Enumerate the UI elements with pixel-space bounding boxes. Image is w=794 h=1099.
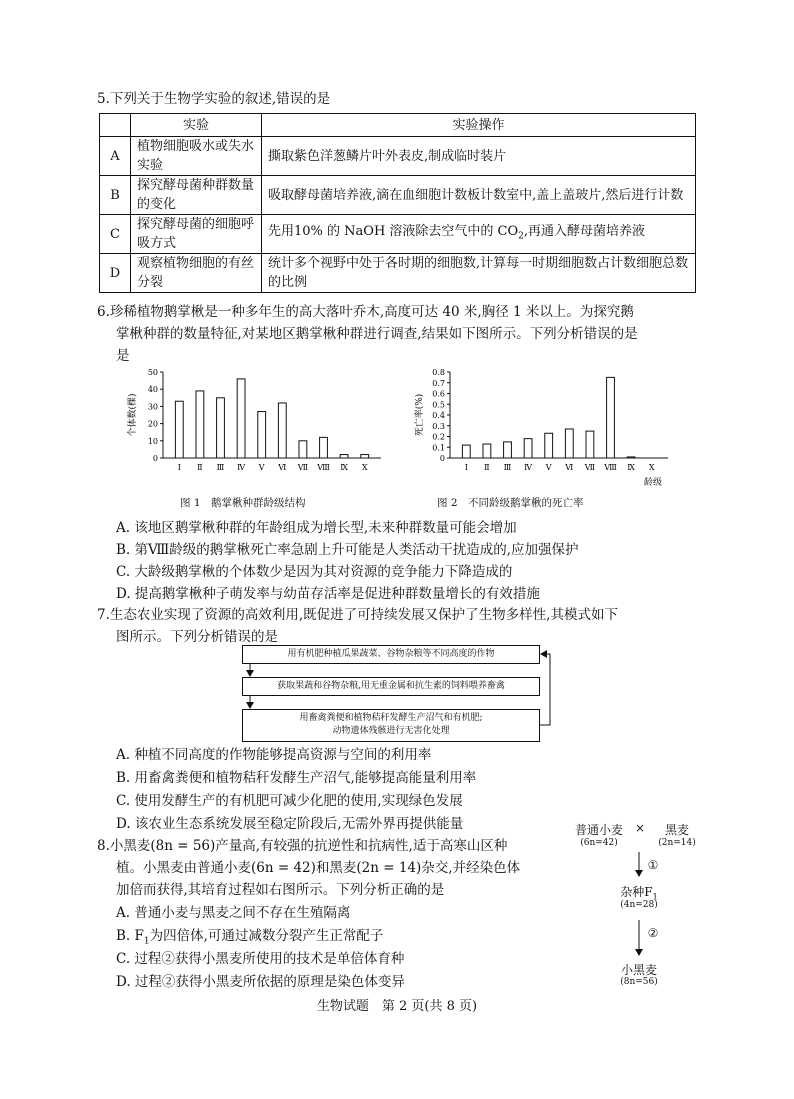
diagram-hybrid xyxy=(609,883,669,901)
table-row xyxy=(100,137,696,176)
q6-stem-line3: 是 xyxy=(116,348,130,364)
q7-stem-line1: 7.生态农业实现了资源的高效利用,既促进了可持续发展又保护了生物多样性,其模式如下 xyxy=(97,607,618,623)
flow-box-planting: 用有机肥种植瓜果蔬菜、谷物杂粮等不同高度的作物 xyxy=(242,645,540,664)
q7-option-d: D. 该农业生态系统发展至稳定阶段后,无需外界再提供能量 xyxy=(116,816,464,832)
flow-box3-line1: 用畜禽粪便和植物秸秆发酵生产沼气和有机肥; xyxy=(299,713,483,723)
row-experiment: 探究酵母菌的细胞呼吸方式 xyxy=(131,215,262,254)
q8-option-c: C. 过程②获得小黑麦所使用的技术是单倍体育种 xyxy=(116,951,405,967)
chart2-x-tick-label: Ⅷ xyxy=(604,463,617,472)
chart1-x-tick-label: Ⅱ xyxy=(197,463,203,472)
op-text-post: ,再通入酵母菌培养液 xyxy=(523,223,646,239)
diagram-wheat-n: (6n=42) xyxy=(580,838,618,848)
table-header-letter xyxy=(100,114,131,137)
chart2-y-tick-label: 0.3 xyxy=(432,421,445,431)
diagram-rye: 黑麦 xyxy=(664,823,689,837)
q8-option-b-post: 为四倍体,可通过减数分裂产生正常配子 xyxy=(149,928,384,944)
row-operation: 撕取紫色洋葱鳞片叶外表皮,制成临时装片 xyxy=(262,137,696,176)
q7-option-b: B. 用畜禽粪便和植物秸秆发酵生产沼气,能够提高能量利用率 xyxy=(116,770,477,786)
q6-stem-line2: 掌楸种群的数量特征,对某地区鹅掌楸种群进行调查,结果如下图所示。下列分析错误的是 xyxy=(116,326,638,342)
flow-box-feeding: 获取果蔬和谷物杂粮,用无重金属和抗生素的饲料喂养畜禽 xyxy=(242,677,540,696)
diagram-step-2: ② xyxy=(647,926,659,940)
q6-option-a: A. 该地区鹅掌楸种群的年龄组成为增长型,未来种群数量可能会增加 xyxy=(116,520,517,536)
chart1-bar xyxy=(217,398,225,458)
chart1-bar xyxy=(361,455,369,458)
diagram-wheat: 普通小麦 xyxy=(574,823,623,837)
chart1-x-tick-label: Ⅴ xyxy=(258,463,265,472)
chart2-bar xyxy=(586,431,594,458)
chart2-x-label: 龄级 xyxy=(643,478,662,488)
chart1-plot xyxy=(126,368,381,472)
chart1-x-tick-label: Ⅳ xyxy=(237,463,246,472)
flow-arrows xyxy=(230,640,560,750)
diagram-step-1: ① xyxy=(647,858,659,872)
chart1-x-tick-label: Ⅹ xyxy=(361,463,368,472)
diagram-triticale: 小黑麦 xyxy=(620,963,657,977)
diagram-cross-sign: × xyxy=(634,821,646,835)
q5-stem: 5.下列关于生物学实验的叙述,错误的是 xyxy=(97,91,331,107)
q7-option-c: C. 使用发酵生产的有机肥可减少化肥的使用,实现绿色发展 xyxy=(116,793,463,809)
chart1-x-tick-label: Ⅷ xyxy=(317,463,330,472)
q6-option-c: C. 大龄级鹅掌楸的个体数少是因为其对资源的竞争能力下降造成的 xyxy=(116,564,513,580)
chart1-caption: 图 1 鹅掌楸种群龄级结构 xyxy=(180,497,306,509)
diagram-hybrid-n: (4n=28) xyxy=(620,900,658,910)
q6-option-b: B. 第Ⅷ龄级的鹅掌楸死亡率急剧上升可能是人类活动干扰造成的,应加强保护 xyxy=(116,542,579,558)
chart2-x-tick-label: Ⅹ xyxy=(648,463,655,472)
chart1-y-tick-label: 0 xyxy=(152,454,158,463)
chart2-y-tick-label: 0.2 xyxy=(432,432,445,442)
chart2-x-tick-label: Ⅱ xyxy=(484,463,490,472)
table-row xyxy=(100,215,696,254)
chart1-y-tick-label: 10 xyxy=(147,436,158,446)
page-footer: 生物试题 第 2 页(共 8 页) xyxy=(316,999,478,1014)
chart2-x-tick-label: Ⅰ xyxy=(464,463,468,472)
row-letter: D xyxy=(100,254,131,293)
chart2-x-tick-label: Ⅲ xyxy=(503,463,512,472)
table-header-experiment: 实验 xyxy=(131,114,262,137)
op-text: 先用10% 的 NaOH 溶液除去空气中的 CO xyxy=(268,223,519,239)
row-experiment: 探究酵母菌种群数量的变化 xyxy=(131,176,262,215)
chart-age-structure xyxy=(125,362,385,497)
chart2-y-tick-label: 0 xyxy=(439,454,445,463)
table-header-operation: 实验操作 xyxy=(262,114,696,137)
row-operation: 统计多个视野中处于各时期的细胞数,计算每一时期细胞数占计数细胞总数的比例 xyxy=(262,254,696,293)
chart2-x-tick-label: Ⅶ xyxy=(584,463,596,472)
q7-option-a: A. 种植不同高度的作物能够提高资源与空间的利用率 xyxy=(116,747,432,763)
table-row xyxy=(100,254,696,293)
op-subscript: 2 xyxy=(518,231,524,242)
diagram-rye-n: (2n=14) xyxy=(658,838,696,848)
row-letter: A xyxy=(100,137,131,176)
chart2-x-tick-label: Ⅴ xyxy=(545,463,552,472)
table-header-row xyxy=(100,114,696,137)
diagram-hybrid-sub: 1 xyxy=(652,892,658,902)
chart2-y-tick-label: 0.6 xyxy=(432,389,445,399)
chart2-bar xyxy=(462,445,470,458)
chart2-bar xyxy=(524,439,532,458)
row-operation xyxy=(262,215,696,254)
table-row xyxy=(100,176,696,215)
chart2-bar xyxy=(483,444,491,458)
experiment-table xyxy=(99,113,696,293)
q6-stem-line1: 6.珍稀植物鹅掌楸是一种多年生的高大落叶乔木,高度可达 40 米,胸径 1 米以上。为探究鹅 xyxy=(97,304,634,320)
chart2-bar xyxy=(565,429,573,458)
row-letter: C xyxy=(100,215,131,254)
chart2-y-tick-label: 0.1 xyxy=(432,443,445,453)
chart1-y-tick-label: 40 xyxy=(147,385,158,395)
q6-option-d: D. 提高鹅掌楸种子萌发率与幼苗存活率是促进种群数量增长的有效措施 xyxy=(116,586,540,602)
chart1-x-tick-label: Ⅸ xyxy=(340,463,348,472)
chart1-bar xyxy=(175,401,183,458)
flow-arrow-loop xyxy=(539,654,550,725)
chart1-x-tick-label: Ⅵ xyxy=(278,463,287,472)
chart1-x-tick-label: Ⅰ xyxy=(177,463,181,472)
chart1-bar xyxy=(258,412,266,458)
chart2-plot xyxy=(413,368,668,488)
q8-stem-line2: 植。小黑麦由普通小麦(6n = 42)和黑麦(2n = 14)杂交,并经染色体 xyxy=(116,860,521,876)
q8-option-d: D. 过程②获得小黑麦所依据的原理是染色体变异 xyxy=(116,974,405,990)
q8-stem-line1: 8.小黑麦(8n = 56)产量高,有较强的抗逆性和抗病性,适于高寒山区种 xyxy=(97,838,508,854)
q8-option-b-sub: 1 xyxy=(143,936,150,947)
chart2-caption: 图 2 不同龄级鹅掌楸的死亡率 xyxy=(437,497,584,509)
chart1-y-label: 个体数(棵) xyxy=(128,393,138,437)
chart2-x-tick-label: Ⅵ xyxy=(565,463,574,472)
chart1-y-tick-label: 20 xyxy=(147,419,158,429)
q8-option-b-pre: B. F xyxy=(116,928,144,944)
chart1-bar xyxy=(237,379,245,458)
chart2-bar xyxy=(627,457,635,458)
diagram-triticale-n: (8n=56) xyxy=(620,977,658,987)
q7-stem-line2: 图所示。下列分析错误的是 xyxy=(116,629,278,645)
chart1-bar xyxy=(278,403,286,458)
chart2-y-tick-label: 0.8 xyxy=(432,368,445,377)
chart2-bar xyxy=(607,377,615,458)
q8-stem-line3: 加倍而获得,其培育过程如右图所示。下列分析正确的是 xyxy=(116,882,445,898)
row-operation: 吸取酵母菌培养液,滴在血细胞计数板计数室中,盖上盖玻片,然后进行计数 xyxy=(262,176,696,215)
chart1-y-tick-label: 30 xyxy=(147,402,158,412)
chart2-y-label: 死亡率(%) xyxy=(415,393,425,437)
chart1-bar xyxy=(196,391,204,458)
chart-mortality-rate xyxy=(412,362,672,497)
chart2-y-tick-label: 0.5 xyxy=(432,400,445,410)
chart1-y-tick-label: 50 xyxy=(147,368,158,377)
row-experiment: 植物细胞吸水或失水实验 xyxy=(131,137,262,176)
chart2-x-tick-label: Ⅳ xyxy=(524,463,533,472)
chart2-bar xyxy=(504,442,512,458)
row-experiment: 观察植物细胞的有丝分裂 xyxy=(131,254,262,293)
q8-option-a: A. 普通小麦与黑麦之间不存在生殖隔离 xyxy=(116,905,351,921)
chart2-y-tick-label: 0.4 xyxy=(432,411,445,420)
row-letter: B xyxy=(100,176,131,215)
chart1-bar xyxy=(299,441,307,458)
chart1-x-tick-label: Ⅲ xyxy=(216,463,225,472)
chart1-bar xyxy=(320,437,328,458)
flow-box3-line2: 动物遗体残骸进行无害化处理 xyxy=(332,726,450,736)
chart1-x-tick-label: Ⅶ xyxy=(297,463,309,472)
chart1-bar xyxy=(340,455,348,458)
chart2-x-tick-label: Ⅸ xyxy=(627,463,635,472)
chart2-y-tick-label: 0.7 xyxy=(432,378,445,388)
diagram-hybrid-label: 杂种F xyxy=(620,885,653,899)
chart2-bar xyxy=(545,433,553,458)
